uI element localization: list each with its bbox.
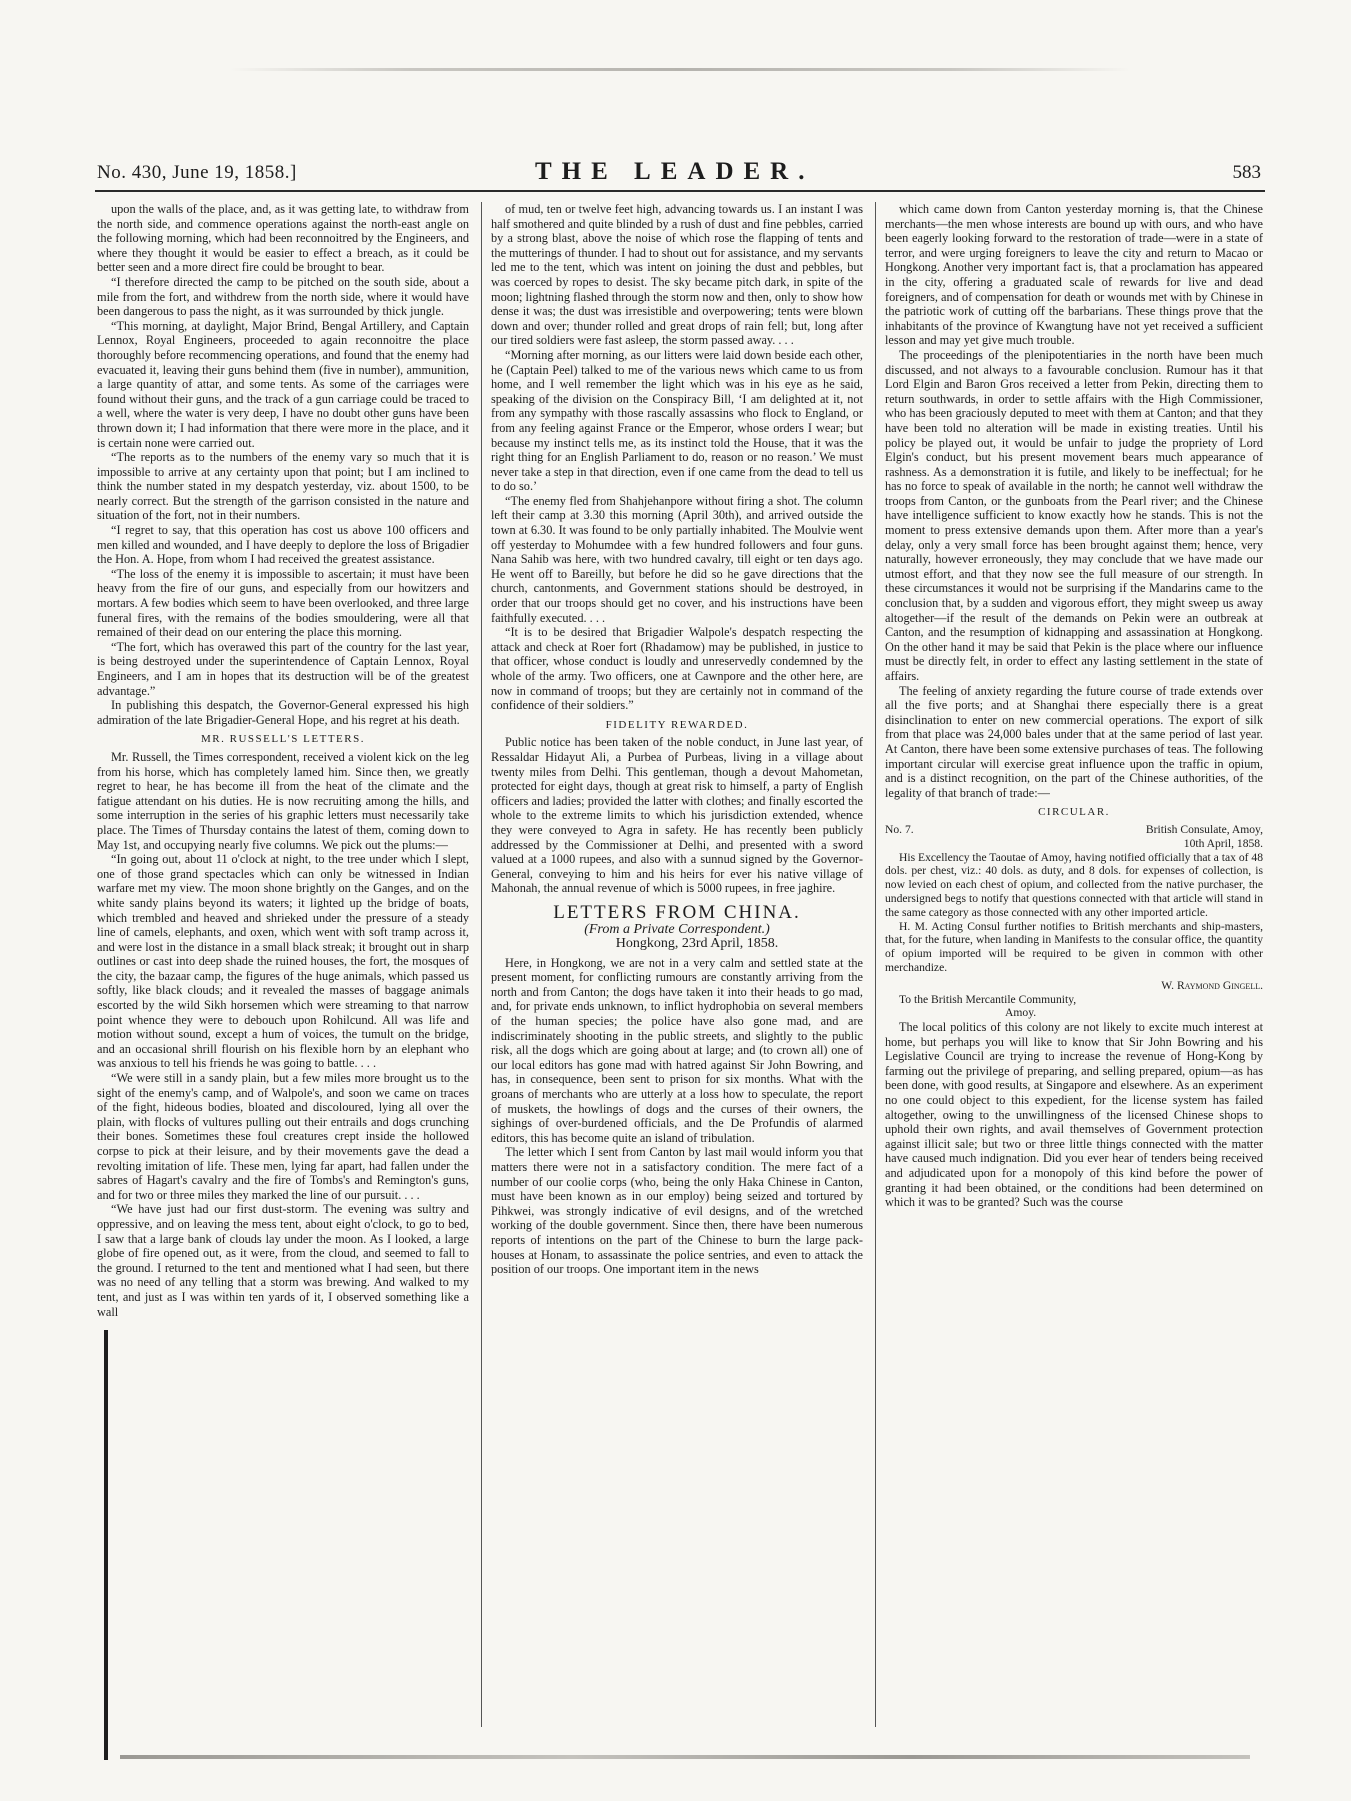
scan-noise-top xyxy=(230,68,1130,71)
section-heading: MR. RUSSELL'S LETTERS. xyxy=(201,733,365,746)
paragraph: Here, in Hongkong, we are not in a very calm and settled state at the present moment, for conflicting rumours are constantly arriving from the north and from Canton; the dogs have taken it into their heads to go mad, and, for private ends unknown, to inflict hydrophobia on several members of the human species; the police have also gone mad, and are indiscriminately shooting in the public streets, and slightly to the public risk, all the dogs which are going about at large; and (to crown all) one of our local editors has gone mad with hatred against Sir John Bowring, and has, in consequence, been sent to prison for six months. What with the groans of merchants who are utterly at a loss how to speculate, the report of muskets, the howlings of dogs and the curses of their owners, the sighings of over-burdened officials, and the De Profundis of alarmed editors, this has become quite an island of tribulation. xyxy=(491,955,863,1145)
paragraph: of mud, ten or twelve feet high, advancing towards us. I an instant I was half smothered and quite blinded by a rush of dust and fine pebbles, carried by a strong blast, above the noise of which rose the flapping of tents and the mutterings of thunder. I had to shout out for assistance, and my servants led me to the tent, which was intent on joining the dust and pebbles, but was coerced by ropes to desist. The sky became pitch dark, in spite of the moon; lightning flashed through the storm now and then, only to show how dense it was; the dust was irresistible and overpowering; tents were blown down and over; thunder rolled and great drops of rain fell; but, long after our tired soldiers were fast asleep, the storm passed away. . . . xyxy=(491,202,863,348)
paragraph: Mr. Russell, the Times correspondent, received a violent kick on the leg from his horse, which has completely lamed him. Since then, we greatly regret to hear, he has become ill from the heat of the climate and the fatigue attendant on his duties. He is now recruiting among the hills, and some interruption in the series of his graphic letters must necessarily take place. The Times of Thursday contains the latest of them, coming down to May 1st, and occupying nearly five columns. We pick out the plums:— xyxy=(97,749,469,852)
paragraph: “The loss of the enemy it is impossible to ascertain; it must have been heavy from the fire of our guns, and especially from our howitzers and mortars. A few bodies which seem to have been overlooked, and three large funeral fires, with the remains of the bodies smouldering, were all that remained of their dead on our entering the place this morning. xyxy=(97,566,469,640)
page-number: 583 xyxy=(1232,162,1261,183)
masthead xyxy=(95,150,1265,192)
column-3 xyxy=(885,202,1263,1732)
column-rule xyxy=(481,202,482,1727)
paragraph: “I therefore directed the camp to be pitched on the south side, about a mile from the fort, and withdrew from the north side, where it would have been dangerous to pass the night, as it was surrounded by thick jungle. xyxy=(97,274,469,319)
section-heading: CIRCULAR. xyxy=(1038,806,1110,819)
circular-place: British Consulate, Amoy, xyxy=(1145,822,1263,836)
paragraph: His Excellency the Taoutae of Amoy, having notified officially that a tax of 48 dols. per chest, viz.: 40 dols. as duty, and 8 dols. for expenses of collection, is now levied on each chest of opium, and collected from the native purchaser, the undersigned begs to notify that questions connected with that article will stand in the same category as those connected with any other imported article. xyxy=(885,850,1263,919)
paragraph: H. M. Acting Consul further notifies to British merchants and ship-masters, that, for the future, when landing in Manifests to the consular office, the quantity of opium imported will be required to be given in common with other merchandize. xyxy=(885,919,1263,974)
newspaper-page xyxy=(95,150,1265,1750)
column-2 xyxy=(491,202,863,1732)
paragraph: “We have just had our first dust-storm. The evening was sultry and oppressive, and on leaving the mess tent, about eight o'clock, to go to bed, I saw that a large bank of clouds lay under the moon. As I looked, a large globe of fire opened out, as it were, from the cloud, and seemed to fall to the ground. I returned to the tent and mentioned what I had seen, but there was no need of any telling that a storm was brewing. And walked to my tent, and just as I was within ten yards of it, I observed something like a wall xyxy=(97,1202,469,1319)
signature: W. Raymond Gingell. xyxy=(1161,978,1263,992)
paragraph: The feeling of anxiety regarding the future course of trade extends over all the five ports; and at Shanghai there especially there is a great disinclination to enter on new commercial operations. The export of silk from that place was 24,000 bales under that at the same period of last year. At Canton, there have been some extensive purchases of teas. The following important circular will exercise great influence upon the traffic in opium, and is a distinct recognition, on the part of the Chinese authorities, of the legality of that branch of trade:— xyxy=(885,683,1263,800)
paragraph: The letter which I sent from Canton by last mail would inform you that matters there were not in a satisfactory condition. The mere fact of a number of our coolie corps (who, being the only Haka Chinese in Canton, must have been known as in our employ) being seized and tortured by Pihkwei, was strongly indicative of evil designs, and of the wretched working of the double government. Since then, there have been numerous reports of intentions on the part of the Chinese to burn the large pack-houses at Honam, to assassinate the police sentries, and even to attack the position of our troops. One important item in the news xyxy=(491,1145,863,1277)
circular-number: No. 7. xyxy=(885,822,914,836)
paragraph: Public notice has been taken of the noble conduct, in June last year, of Ressaldar Hidayut Ali, a Purbea of Purbeas, living in a village about twenty miles from Delhi. This gentleman, though a devout Mahometan, protected for eight days, though at great risk to himself, a party of English officers and ladies; provided the latter with clothes; and finally escorted the whole to the extreme limits to which his jurisdiction extended, whence they were conveyed to Agra in safety. He has recently been publicly addressed by the Commissioner at Delhi, and presented with a sword valued at a 1000 rupees, and also with a sunnud signed by the Governor-General, conveying to him and his heirs for ever his native village of Mahonah, the annual revenue of which is 5000 rupees, in free jaghire. xyxy=(491,735,863,896)
article-heading: LETTERS FROM CHINA. xyxy=(553,901,801,923)
paragraph: “The enemy fled from Shahjehanpore without firing a shot. The column left their camp at 3.30 this morning (April 30th), and arrived outside the town at 6.30. It was found to be only partially inhabited. The Moulvie went off yesterday to Mohumdee with a few hundred followers and four guns. Nana Sahib was here, with two hundred cavalry, till eight or ten days ago. He went off to Bareilly, but before he did so he gave directions that the church, cantonments, and Government stations should be destroyed, in order that our troops should get no cover, and his instructions have been faithfully executed. . . . xyxy=(491,493,863,625)
addressee: To the British Mercantile Community, xyxy=(899,992,1077,1006)
newspaper-title: THE LEADER. xyxy=(535,158,815,185)
paragraph: The proceedings of the plenipotentiaries in the north have been much discussed, and not always to a favourable conclusion. Rumour has it that Lord Elgin and Baron Gros received a letter from Pekin, directing them to return southwards, in order to settle affairs with the High Commissioner, who has been graciously deputed to meet with them at Canton; and that they have been told no alteration will be made in existing treaties. Until his policy be played out, it would be unfair to judge the propriety of Lord Elgin's conduct, but his present movement bears much appearance of rashness. As a demonstration it is futile, and likely to be ineffectual; for he has no force to speak of available in the north; he cannot well withdraw the troops from Canton, or the gunboats from the Pearl river; and the Chinese have intelligence sufficient to know exactly how he stands. This is not the moment to press extensive demands upon them. After more than a year's delay, only a very small force has been brought against them; hence, very naturally, however erroneously, they may conclude that we have made our utmost effort, and that they now see the full measure of our strength. In these circumstances it would not be surprising if the Mandarins came to the conclusion that, by a sudden and vigorous effort, they might sweep us away altogether—if the result of the demands on Pekin were an outbreak at Canton, and the resumption of kidnapping and assassination at Hongkong. On the other hand it may be said that Pekin is the place where our influence must be directly felt, in order to effect any lasting settlement in the state of affairs. xyxy=(885,347,1263,683)
circular-header xyxy=(885,823,1263,837)
column-rule xyxy=(875,202,876,1727)
addressee-place: Amoy. xyxy=(1005,1006,1037,1020)
paragraph: “It is to be desired that Brigadier Walpole's despatch respecting the attack and check at Roer fort (Rhadamow) may be published, in justice to that officer, whose conduct is loudly and unreservedly condemned by the whole of the army. Two officers, one at Cawnpore and the other here, are now in command of troops; but they are certainly not in command of the confidence of their soldiers.” xyxy=(491,625,863,713)
paragraph: In publishing this despatch, the Governor-General expressed his high admiration of the late Brigadier-General Hope, and his regret at his death. xyxy=(97,698,469,727)
paragraph: The local politics of this colony are not likely to excite much interest at home, but perhaps you will like to know that Sir John Bowring and his Legislative Council are trying to increase the revenue of Hong-Kong by farming out the privilege of preparing, and selling prepared, opium—as has been done, with good results, at Singapore and elsewhere. As an experiment no one could object to this expedient, for the license system has failed altogether, owing to the unwillingness of the licensed Chinese shops to uphold their own rights, and avail themselves of Government protection against illicit sale; but two or three little things connected with the matter have caused much indignation. Did you ever hear of tenders being received and adjudicated upon for a monopoly of this kind before the power of granting it had been obtained, or the conditions had been determined on which it was to be granted? Such was the course xyxy=(885,1020,1263,1210)
paragraph: upon the walls of the place, and, as it was getting late, to withdraw from the north side, and commence operations against the north-east angle on the following morning, which had been reconnoitred by the Engineers, and where they thought it would be easier to effect a breach, as it could be better seen and a more direct fire could be brought to bear. xyxy=(97,202,469,275)
paragraph: which came down from Canton yesterday morning is, that the Chinese merchants—the men whose interests are bound up with ours, and who have been eagerly looking forward to the restoration of trade—were in a state of terror, and were urging foreigners to leave the city and return to Macao or Hongkong. Another very important fact is, that a proclamation has appeared in the city, offering a graduated scale of rewards for live and dead foreigners, and of compensation for death or wounds met with by Chinese in the patriotic work of cutting off the barbarians. These things prove that the inhabitants of the province of Kwangtung have not yet received a sufficient lesson and may yet give much trouble. xyxy=(885,202,1263,348)
paragraph: “We were still in a sandy plain, but a few miles more brought us to the sight of the enemy's camp, and of Walpole's, and soon we came on traces of the fight, hideous bodies, bloated and discoloured, lying all over the plain, with flocks of vultures pulling out their entrails and dogs crunching their bones. Sometimes these foul creatures crept inside the hollowed corpse to pick at their leisure, and by their movements gave the dead a revolting imitation of life. These men, lying far apart, had fallen under the sabres of Hagart's cavalry and the fire of Tombs's and Remington's guns, and for two or three miles they marked the line of our pursuit. . . . xyxy=(97,1071,469,1202)
circular-date: 10th April, 1858. xyxy=(1183,836,1263,850)
scan-noise-bottom xyxy=(120,1755,1250,1759)
paragraph: “Morning after morning, as our litters were laid down beside each other, he (Captain Peel) talked to me of the various news which came to us from home, and I well remember the light which was in his eye as he said, speaking of the division on the Conspiracy Bill, ‘I am delighted at it, not from any sympathy with those rascally assassins who flock to England, or from any feeling against France or the Emperor, whose orders I wear; but because my instinct tells me, as its instinct told the House, that it was the right thing for an English Parliament to do, reason or no reason.’ We must never take a step in that direction, even if one came from the dead to tell us to do so.’ xyxy=(491,347,863,494)
column-1 xyxy=(97,202,469,1732)
dateline: Hongkong, 23rd April, 1858. xyxy=(615,936,779,952)
paragraph: “In going out, about 11 o'clock at night, to the tree under which I slept, one of those grand spectacles which can only be witnessed in Indian warfare met my view. The moon shone brightly on the Ganges, and on the white sandy plains beyond its waters; it lighted up the bridge of boats, which trembled and heaved and shrieked under the pressure of a steady line of camels, elephants, and oxen, which went with soft tramp across it, and were lost in the distance in a small black streak; it brought out in sharp outlines or cast into deep shade the ruined houses, the fort, the mosques of the city, the bazaar camp, the figures of the huge animals, which passed us softly, like black clouds; and it revealed the masses of baggage animals escorted by the wild Sikh horsemen which were streaming to that narrow point whence they were to debouch upon Rohilcund. All was life and motion without sound, except a hum of voices, the tumult on the bridge, and an occasional shrill flourish on his flexible horn by an elephant who was anxious to tell his friends he was going to battle. . . . xyxy=(97,852,469,1071)
section-heading: FIDELITY REWARDED. xyxy=(605,718,749,731)
scan-edge-mark xyxy=(104,1330,108,1760)
paragraph: “I regret to say, that this operation has cost us above 100 officers and men killed and wounded, and I have deeply to deplore the loss of Brigadier the Hon. A. Hope, from whom I had received the greatest assistance. xyxy=(97,523,469,567)
paragraph: “The fort, which has overawed this part of the country for the last year, is being destroyed under the superintendence of Captain Lennox, Royal Engineers, and I am in hopes that its destruction will be of the greatest advantage.” xyxy=(97,639,469,698)
issue-info: No. 430, June 19, 1858.] xyxy=(97,162,297,183)
paragraph: “This morning, at daylight, Major Brind, Bengal Artillery, and Captain Lennox, Royal Engineers, proceeded to again reconnoitre the place thoroughly before recommencing operations, and found that the enemy had evacuated it, leaving their guns behind them (five in number), ammunition, a large quantity of attar, and some tents. As some of the carriages were found without their guns, and the track of a gun carriage could be traced to a well, where the water is very deep, I have no doubt other guns have been thrown down it; I had information that there were more in the place, and it is certain none were carried out. xyxy=(97,318,469,450)
article-subheading: (From a Private Correspondent.) xyxy=(584,921,770,937)
paragraph: “The reports as to the numbers of the enemy vary so much that it is impossible to arrive at any certainty upon that point; but I am inclined to think the number stated in my despatch yesterday, viz. about 1500, to be nearly correct. But the strength of the garrison consisted in the nature and situation of the fort, not in their numbers. xyxy=(97,450,469,523)
